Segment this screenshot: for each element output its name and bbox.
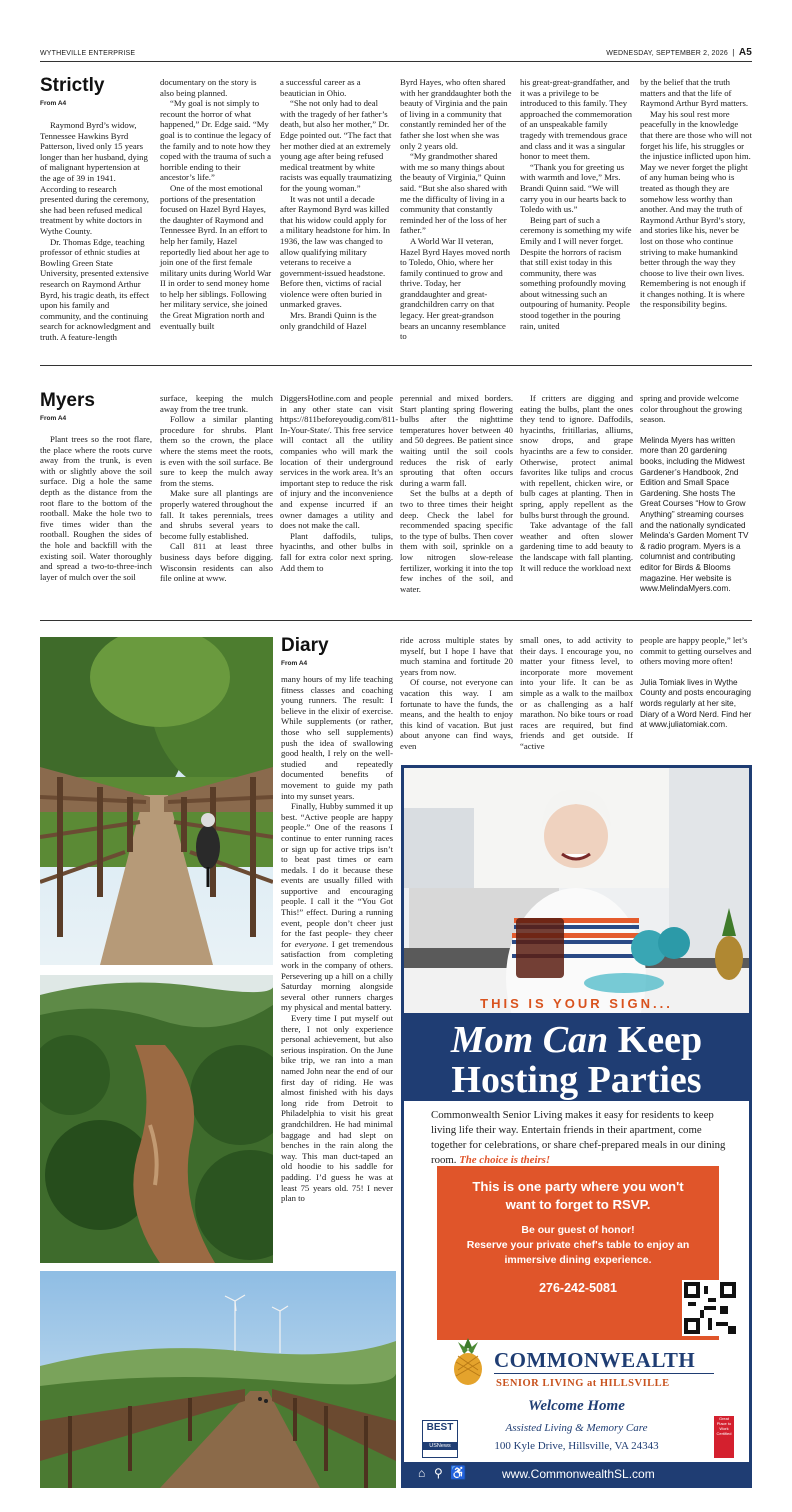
qr-code-icon[interactable] bbox=[682, 1280, 738, 1336]
brand-sub: SENIOR LIVING at HILLSVILLE bbox=[496, 1378, 670, 1389]
ad-title-line-1: Mom Can Keep bbox=[450, 1019, 703, 1061]
ad-title-line-2: Hosting Parties bbox=[451, 1059, 702, 1101]
us-news-badge: BEST USNews bbox=[422, 1420, 458, 1458]
myers-col-2: surface, keeping the mulch away from the tree trunk. Follow a similar planting procedure for shrubs. Plant them so the crown, the place where the stems meet the roots, is even with the soil surface. Be sure to keep the mulch away from the stems. Make sure all plantings are properly watered throughout the fall. It takes perennials, trees and shrubs several years to become fully established. Call 811 at least three business days before digging. Wisconsin residents can also file online at www. bbox=[160, 393, 273, 584]
myers-headline: Myers bbox=[40, 390, 95, 411]
myers-col-5: If critters are digging and eating the bulbs, plant the ones they tend to ignore. Daffodils, hyacinths, fritillarias, alliums, snow drops, and grape hyacinths are a few to consider. Otherwise, protect animal favorites like tulips and crocus with repellent, chicken wire, or bulb cages at planting. Then in spring, apply repellent as the bulbs burst through the ground. Take advantage of the fall weather and often slower gardening time to add beauty to the landscape with fall planting. It will reduce the workload next bbox=[520, 393, 633, 573]
strictly-col-6: by the belief that the truth matters and that the life of Raymond Arthur Byrd matters. May his soul rest more peacefully in the knowledge that there are those who will not forget his life, his struggles or the injustice inflicted upon him. May we never forget the plight of any human being who is treated as though they are somehow less worthy than another. And may the truth of Raymond Arthur Byrd’s story, and stories like his, never be lost on those who continue striving to make humankind better through the way they choose to live their own lives. Remembering is not enough if it changes nothing. It is where the responsibility begins. bbox=[640, 77, 752, 310]
ad-footer bbox=[404, 1462, 749, 1485]
rail-trail-bridge-photo bbox=[40, 1271, 396, 1488]
great-place-badge: Great Place to Work Certified bbox=[714, 1416, 734, 1458]
rsvp-box: This is one party where you won't want to forget to RSVP. Be our guest of honor! Reserve your private chef's table to enjoy an immersive dining experience. 276-242-5081 bbox=[437, 1166, 719, 1340]
ad-phone[interactable]: 276-242-5081 bbox=[539, 1281, 617, 1295]
diary-col-1: many hours of my life teaching fitness classes and coaching young runners. The result: I believe in the elixir of exercise. While supplements (or rather, those who sell supplements) push the idea of swallowing good health, I rely on the well-studied and repeatedly documented benefits of movement to guide my path into my sunset years. Finally, Hubby summed it up best. “Active people are happy people.” One of the reasons I continue to enter running races or sign up for active trips isn’t to beat past times or earn medals. I do it because these events are usually filled with supportive and encouraging people. I call it the “You Got This!” effect. During a running event, people don’t cheer just for the fast people- they cheer for everyone. I get tremendous satisfaction from completing work in the company of others. Persevering up a hill on a chilly Saturday morning alongside several other runners charges my physical and mental battery. Every time I put myself out there, I not only experience personal achievement, but also serious inspiration. On the June bike trip, we ran into a man named John near the end of our first day of riding. He was almost finished with his days long ride from Detroit to Philadelphia to visit his great grandchildren. He had minimal baggage and had slept on benches in the rain along the way. This man duct-taped an old hoodie to his saddle for padding. I’d guess he was at least 75 years old. 75! I never plan to bbox=[281, 674, 393, 1204]
strictly-jump: From A4 bbox=[40, 100, 67, 107]
bike-bridge-photo bbox=[40, 637, 273, 965]
river-valley-photo bbox=[40, 975, 273, 1263]
myers-bio: Melinda Myers has written more than 20 gardening books, including the Midwest Gardener’s Handbook, 2nd Edition and Small Space Gardening. She hosts The Great Courses “How to Grow Anything” streaming courses and the nationally syndicated Melinda’s Garden Moment TV & radio program. Myers is a columnist and contributing editor for Birds & Blooms magazine. Her website is www.MelindaMyers.com. bbox=[640, 435, 749, 594]
diary-col-4: people are happy people,” let’s commit to getting ourselves and others moving more often! Julia Tomiak lives in Wythe County and posts encouraging words regularly at her site, Diary of a Word Nerd. Find her at www.juliatomiak.com. bbox=[640, 635, 752, 730]
myers-col-3: DiggersHotline.com and people in any other state can visit https://811beforeyoudig.com/811-In-Your-State/. This free service will contact all the utility companies who will mark the location of their underground services in the work area. It’s an important step to reduce the risk of injury and the inconvenience and expense incurred if an owner damages a utility and does not make the call. Plant daffodils, tulips, hyacinths, and other bulbs in fall for extra color next spring. Add them to bbox=[280, 393, 399, 573]
strictly-col-5: his great-great-grandfather, and it was a privilege to be introduced to this family. They approached the commemoration of an unspeakable family tragedy with tremendous grace and class and it was a singular honor to meet them. “Thank you for greeting us with warmth and love,” Mrs. Brandi Quinn said. “We will carry you in our hearts back to Toledo with us.” Being part of such a ceremony is something my wife Emily and I will never forget. Despite the horrors of racism that still exist today in this community, there was something profoundly moving about witnessing such an outpouring of humanity. People stood together in the pouring rain, united bbox=[520, 77, 632, 331]
diary-headline: Diary bbox=[281, 635, 329, 656]
strictly-col-2: documentary on the story is also being planned. “My goal is not simply to recount the horror of what happened,” Dr. Edge said. “My goal is to continue the legacy of the family and to note how they coped with the trauma of such a horrible ending to their ancestor’s life.” One of the most emotional portions of the presentation focused on Hazel Byrd Hayes, the daughter of Raymond and Tennessee Byrd. In an effort to help her family, Hazel reportedly lied about her age to join one of the first female military units during World War II in order to send money home to help her siblings. Following her military service, she joined the Great Migration north and eventually built bbox=[160, 77, 272, 331]
brand-rule bbox=[494, 1373, 714, 1374]
myers-col-6: spring and provide welcome color throughout the growing season. Melinda Myers has written more than 20 gardening books, including the Midwest Gardener’s Handbook, 2nd Edition and Small Space Gardening. She hosts The Great Courses “How to Grow Anything” streaming courses and the nationally syndicated Melinda’s Garden Moment TV & radio program. Myers is a columnist and contributing editor for Birds & Blooms magazine. Her website is www.MelindaMyers.com. bbox=[640, 393, 752, 595]
strictly-col-1: Raymond Byrd’s widow, Tennessee Hawkins Byrd Patterson, lived only 15 years longer than her husband, dying of malignant hypertension at the age of 39 in 1941. According to research presented during the ceremony, she had been refused medical treatment by white doctors in Wythe County. Dr. Thomas Edge, teaching professor of ethnic studies at Bowling Green State University, presented extensive research on Raymond Arthur Byrd, his tragic death, its effect upon his family and community, and the continuing search for acknowledgment and truth. A feature-length bbox=[40, 120, 151, 342]
accessibility-icon: ♿ bbox=[450, 1465, 467, 1480]
section-rule-1 bbox=[40, 365, 752, 366]
strictly-headline: Strictly bbox=[40, 75, 105, 96]
masthead-date: WEDNESDAY, SEPTEMBER 2, 2026 | A5 bbox=[606, 47, 752, 58]
myers-jump: From A4 bbox=[40, 415, 67, 422]
diary-bio: Julia Tomiak lives in Wythe County and posts encouraging words regularly at her site, Diary of a Word Nerd. Find her at www.juliatomiak.com. bbox=[640, 677, 752, 730]
masthead bbox=[40, 46, 752, 60]
care-line: Assisted Living & Memory Care bbox=[505, 1422, 648, 1434]
page-number: A5 bbox=[738, 47, 752, 58]
address-line: 100 Kyle Drive, Hillsville, VA 24343 bbox=[494, 1440, 659, 1452]
diary-jump: From A4 bbox=[281, 660, 308, 667]
paper-name: WYTHEVILLE ENTERPRISE bbox=[40, 50, 136, 57]
myers-col-1: Plant trees so the root flare, the place where the roots curve away from the trunk, is even with or slightly above the soil surface. Dig a hole the same depth as the distance from the root flare to the bottom of the rootball. Make the hole two to five times wider than the rootball. Roughen the sides of the hole and backfill with the existing soil. Water thoroughly and spread a two-to-three-inch layer of mulch over the soil bbox=[40, 434, 152, 582]
pineapple-logo-icon bbox=[448, 1336, 488, 1386]
senior-icon: ⚲ bbox=[434, 1466, 443, 1480]
top-rule bbox=[40, 61, 752, 62]
brand-name: COMMONWEALTH bbox=[494, 1348, 696, 1372]
welcome-home: Welcome Home bbox=[528, 1398, 625, 1414]
myers-col-4: perennial and mixed borders. Start planting spring flowering bulbs after the nighttime temperatures hover between 40 and 50 degrees. Be patient since waiting until the soil cools reduces the risk of early sprouting that often occurs during a warm fall. Set the bulbs at a depth of two to three times their height deep. Check the label for recommended spacing specific to the type of bulbs. Then cover them with soil, sprinkle on a low nitrogen slow-release fertilizer, working it into the top few inches of the soil, and water. bbox=[400, 393, 513, 594]
strictly-col-4: Byrd Hayes, who often shared with her granddaughter both the beauty of Virginia and the pain of living in a community that constantly reminded her of the father she lost when she was only 2 years old. “My grandmother shared with me so many things about the beauty of Virginia,” Quinn said. “But she also shared with me the difficulty of living in a community that constantly reminded her of the loss of her father.” A World War II veteran, Hazel Byrd Hayes moved north to Toledo, Ohio, where her family continued to grow and thrive. Today, her granddaughter and great-grandchildren carry on that legacy. Her great-grandson bears an uncanny resemblance to bbox=[400, 77, 512, 342]
diary-col-3: small ones, to add activity to their days. I encourage you, no matter your fitness level, to incorporate more movement into your life. It can be as simple as a walk to the mailbox or as challenging as a half marathon. No bike tours or road races are required, but find friends and get outside. If “active bbox=[520, 635, 633, 751]
equal-housing-icon: ⌂ bbox=[418, 1466, 426, 1480]
ad-body: Commonwealth Senior Living makes it easy for residents to keep living life their way. Entertain friends in their apartment, come together for celebrations, or share chef-prepared meals in our dining room. The choice is theirs! bbox=[431, 1109, 726, 1166]
ad-url[interactable]: www.CommonwealthSL.com bbox=[502, 1467, 655, 1481]
strictly-col-3: a successful career as a beautician in Ohio. “She not only had to deal with the tragedy of her father’s death, but also her mother,” Dr. Edge pointed out. “The fact that her mother died at an extremely young age after being refused medical treatment by white racists was equally traumatizing for the young woman.” It was not until a decade after Raymond Byrd was killed that his widow could apply for a military headstone for him. In 1936, the law was changed to allow qualifying military veterans to receive a government-issued headstone. Before then, victims of racial violence were often buried in unmarked graves. Mrs. Brandi Quinn is the only grandchild of Hazel bbox=[280, 77, 392, 331]
section-rule-2 bbox=[40, 620, 752, 621]
diary-col-2: ride across multiple states by myself, but I hope I have that much stamina and fortitude 20 years from now. Of course, not everyone can vacation this way. I am fortunate to have the funds, the means, and the health to enjoy this kind of vacation. But just about anyone can find ways, even bbox=[400, 635, 513, 751]
ad-sign: THIS IS YOUR SIGN... bbox=[480, 996, 673, 1011]
commonwealth-ad bbox=[401, 765, 752, 1488]
